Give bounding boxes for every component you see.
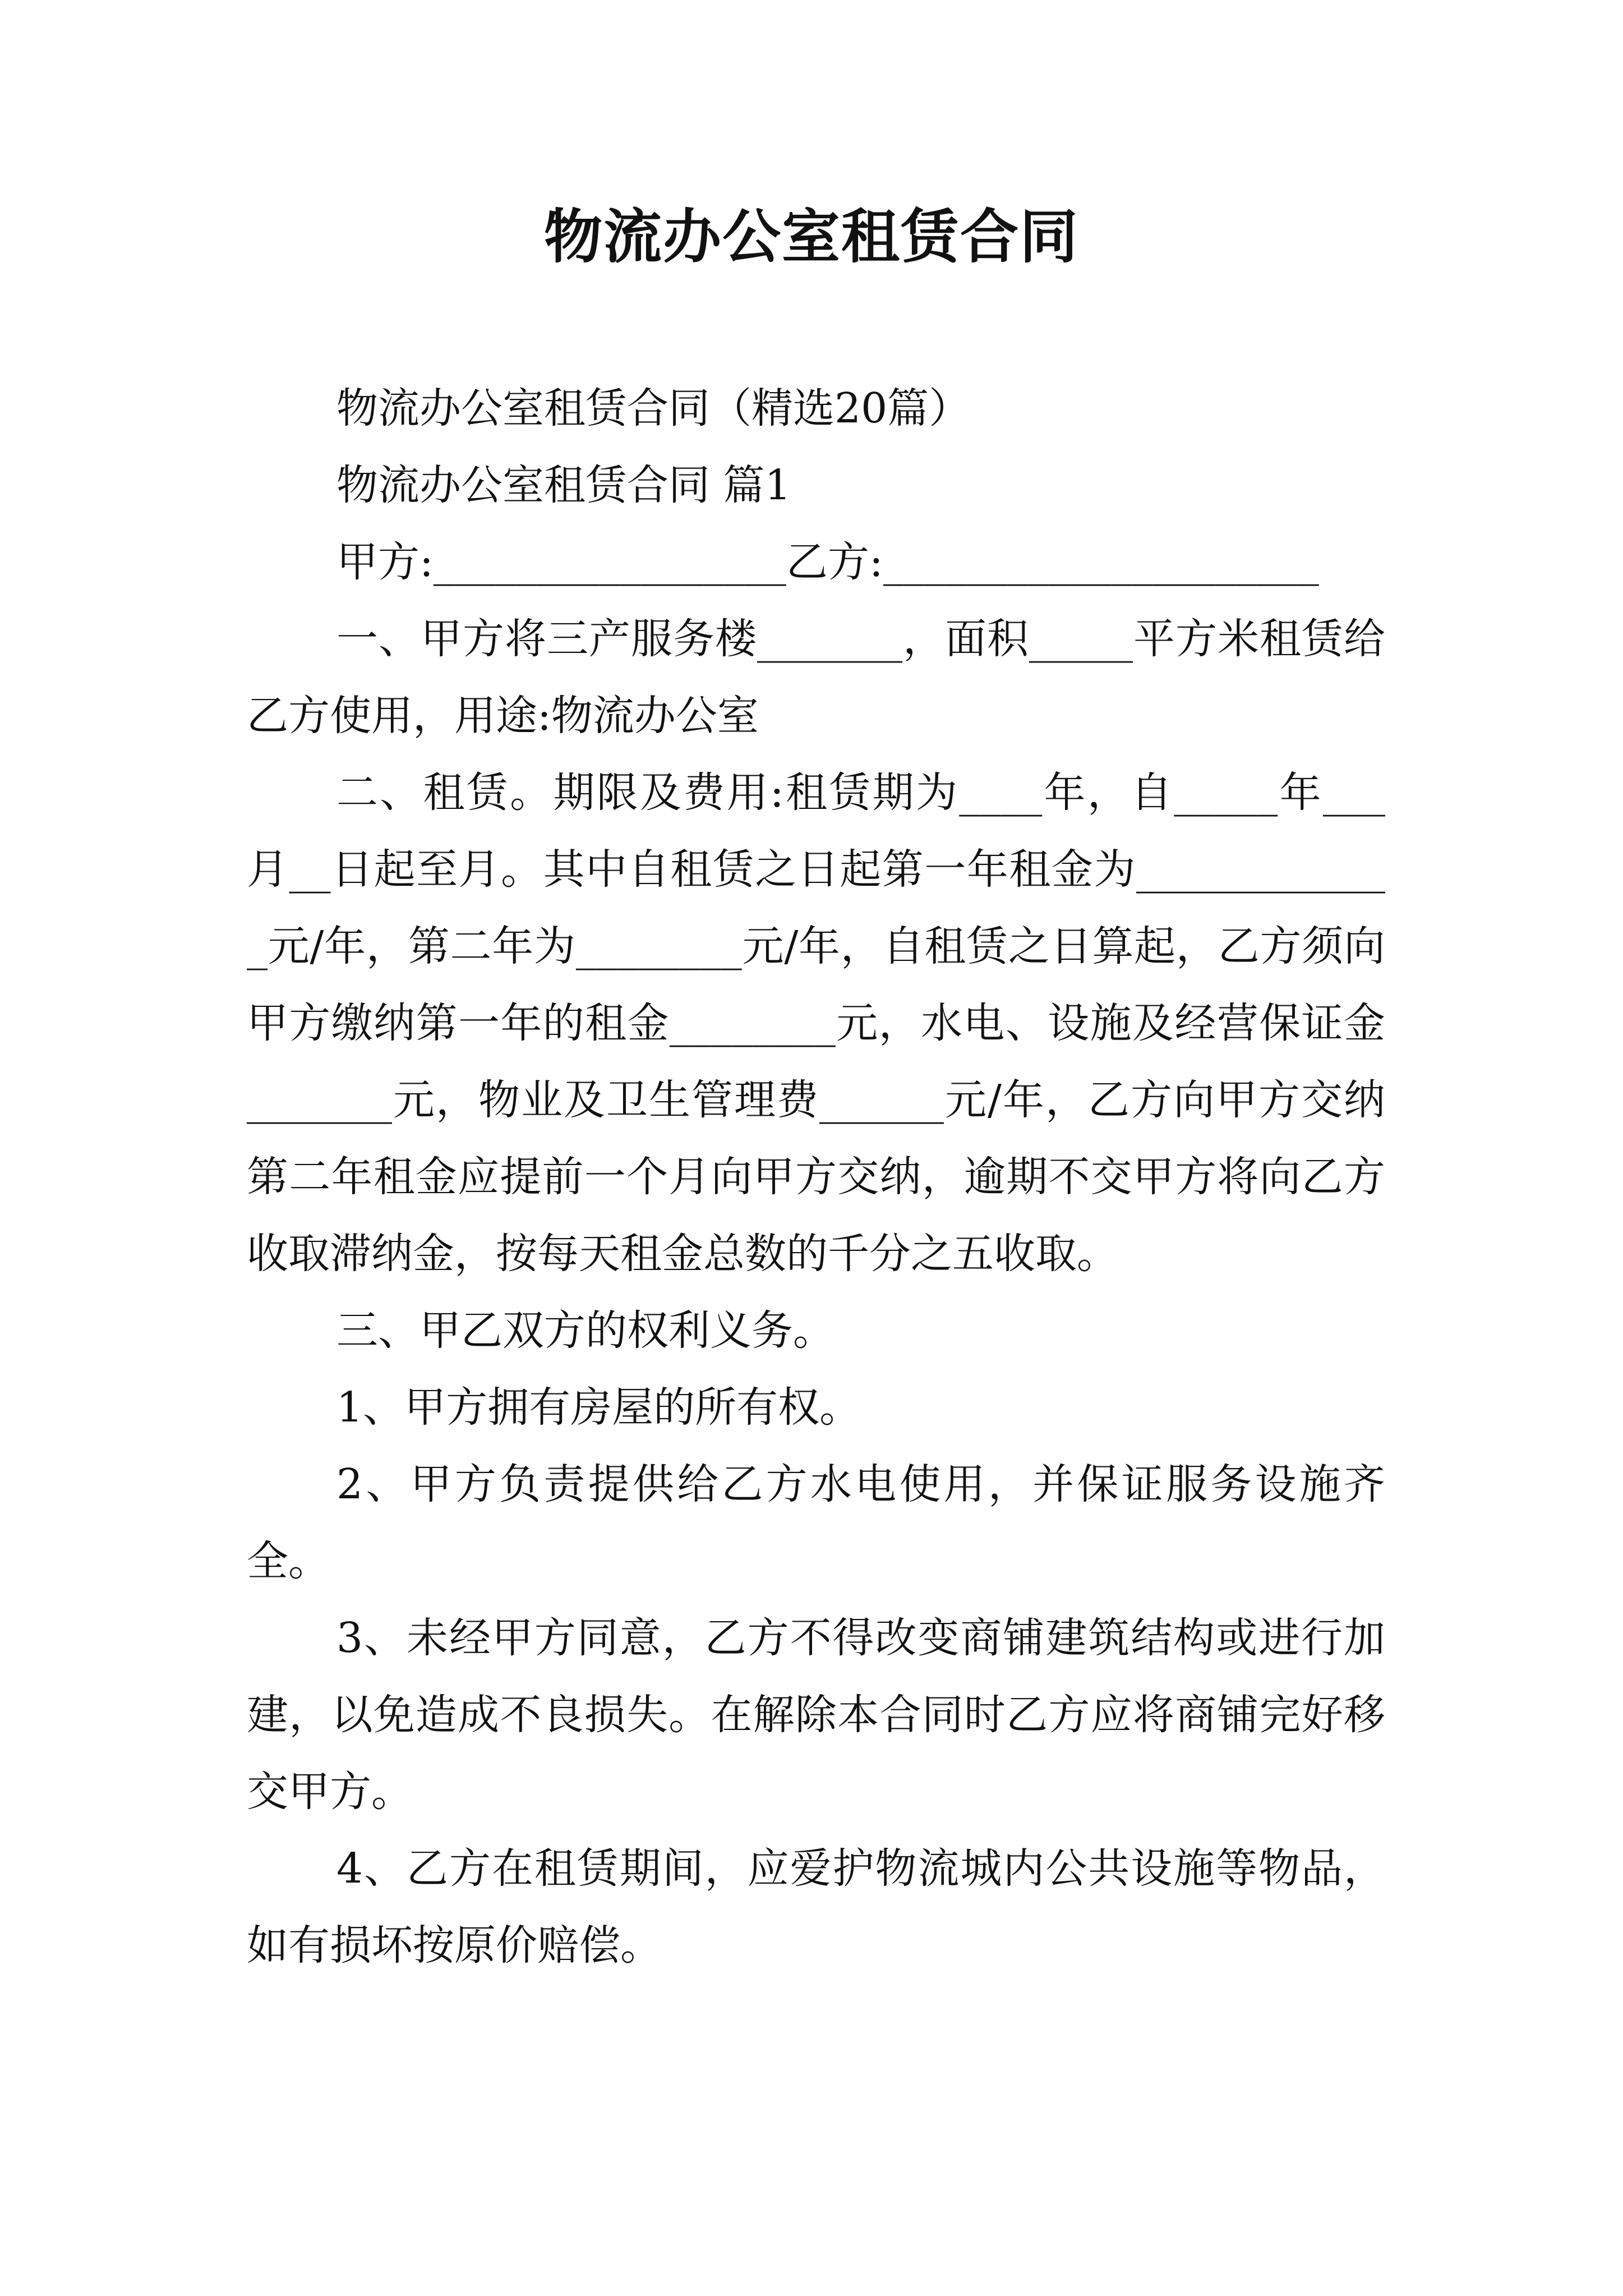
- paragraph-item-4: 4、乙方在租赁期间，应爱护物流城内公共设施等物品，如有损坏按原价赔偿。: [247, 1844, 1385, 1970]
- paragraph-item-2: 2、甲方负责提供给乙方水电使用，并保证服务设施齐全。: [247, 1460, 1385, 1585]
- paragraph-clause-3-heading: 三、甲乙双方的权利义务。: [336, 1306, 834, 1355]
- document-body: [247, 370, 1385, 1984]
- paragraph-clause-1: 一、甲方将三产服务楼_______，面积_____平方米租赁给乙方使用，用途:物流办公室: [247, 615, 1385, 740]
- paragraph-item-1: 1、甲方拥有房屋的所有权。: [336, 1383, 861, 1432]
- paragraph-section-heading: 物流办公室租赁合同 篇1: [336, 461, 791, 509]
- paragraph-parties: 甲方:_________________乙方:_____________________: [336, 538, 1319, 586]
- document-title: 物流办公室租赁合同: [543, 202, 1079, 271]
- paragraph-subtitle: 物流办公室租赁合同（精选20篇）: [336, 384, 971, 432]
- paragraph-item-3: 3、未经甲方同意，乙方不得改变商铺建筑结构或进行加建，以免造成不良损失。在解除本合同时乙方应将商铺完好移交甲方。: [247, 1614, 1385, 1816]
- paragraph-clause-2: 二、租赁。期限及费用:租赁期为____年，自_____年___月__日起至月。其中自租赁之日起第一年租金为_____________元/年，第二年为________元/年，自租赁之日算起，乙方须向甲方缴纳第一年的租金________元，水电、设施及经营保证金_______元，物业及卫生管理费______元/年，乙方向甲方交纳第二年租金应提前一个月向甲方交纳，逾期不交甲方将向乙方收取滞纳金，按每天租金总数的千分之五收取。: [247, 769, 1385, 1278]
